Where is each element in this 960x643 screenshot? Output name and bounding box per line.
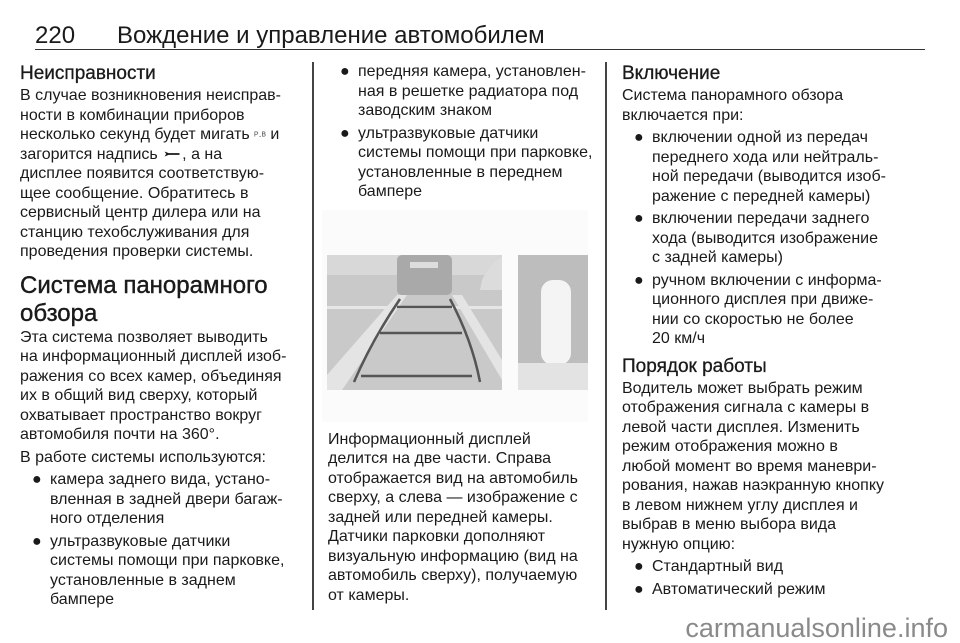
bullet: ● — [32, 471, 42, 488]
list-item-text: ультразвуковые датчики системы помощи при парковке, установленные в переднем бампере — [358, 124, 593, 200]
list-item — [328, 62, 598, 121]
list-item-text: Автоматический режим — [652, 580, 826, 598]
bullet: ● — [634, 558, 644, 575]
column-2 — [328, 62, 598, 608]
faults-text — [20, 86, 312, 262]
heading-activation: Включение — [622, 63, 721, 84]
bullet: ● — [634, 129, 644, 146]
camera-warning-icon: ᴾ·ᴮ — [254, 131, 266, 142]
column-3 — [622, 62, 952, 602]
bullet: ● — [634, 271, 644, 289]
watermark: carmanualsonline.info — [685, 613, 948, 643]
surround-view-illustration — [322, 210, 588, 422]
bullet: ● — [32, 532, 42, 550]
column-divider — [312, 62, 314, 610]
list-item-text: камера заднего вида, устано- вленная в задней двери багаж- ного отделения — [50, 471, 283, 527]
list-item-text: ультразвуковые датчики системы помощи при парковке, установленные в заднем бампере — [50, 532, 285, 608]
page-number: 220 — [35, 22, 76, 49]
bullet: ● — [340, 63, 350, 80]
bullet: ● — [634, 210, 644, 227]
list-item-text: Стандартный вид — [652, 558, 784, 575]
list-item — [20, 532, 312, 610]
heading-surround-view: Система панорамного обзора — [20, 271, 268, 327]
chapter-title: Вождение и управление автомобилем — [117, 22, 545, 49]
page-header — [35, 22, 925, 50]
list-item-text: передняя камера, установлен- ная в решетке радиатора под заводским знаком — [358, 63, 586, 119]
list-item — [328, 124, 598, 202]
camera-view — [327, 255, 502, 390]
list-item — [622, 557, 952, 577]
list-item — [20, 470, 312, 529]
heading-operation: Порядок работы — [622, 355, 767, 377]
uses-text: В работе системы используются: — [20, 448, 266, 466]
faults-text-b: и загорится надпись — [20, 126, 280, 163]
faults-text-a: В случае возникновения неисправ- ности в комбинации приборов несколько секунд будет мигать — [20, 87, 281, 143]
list-item — [622, 209, 952, 268]
column-1 — [20, 62, 312, 613]
wrench-icon — [162, 146, 182, 163]
list-item — [622, 271, 952, 349]
bullet: ● — [634, 580, 644, 598]
bullet: ● — [340, 124, 350, 142]
faults-text-c: , а на дисплее появится соответствую- щее сообщение. Обратитесь в сервисный центр дилера или на станцию техобслуживания для проведения проверки системы. — [20, 145, 265, 260]
operation-text: Водитель может выбрать режим отображения сигнала с камеры в левой части дисплея. Изменить режим отображения можно в любой момент во время маневри- рования, нажав наэкранную кнопку в левом нижнем углу дисплея и выбрав в меню выбора вида нужную опцию: — [622, 379, 885, 553]
display-text: Информационный дисплей делится на две части. Справа отображается вид на автомобиль сверху, а слева — изображение с задней или передней камеры. Датчики парковки дополняют визуальную информацию (вид на автомобиль сверху), получаемую от камеры. — [328, 430, 578, 604]
top-view — [518, 255, 588, 390]
list-item-text: ручном включении с информа- ционного дисплея при движе- нии со скоростью не более 20 км/ч — [652, 271, 882, 347]
list-item — [622, 128, 952, 206]
list-item — [622, 580, 952, 600]
list-item-text: включении одной из передач переднего хода или нейтраль- ной передачи (выводится изоб- ражение с передней камеры) — [652, 129, 886, 205]
list-item-text: включении передачи заднего хода (выводится изображение с задней камеры) — [652, 210, 878, 266]
column-divider — [605, 62, 607, 610]
heading-faults: Неисправности — [20, 63, 156, 84]
activation-text: Система панорамного обзора включается при: — [622, 87, 844, 124]
system-text: Эта система позволяет выводить на информационный дисплей изоб- ражения со всех камер, объединяя их в общий вид сверху, который охватывает пространство вокруг автомобиля почти на 360°. — [20, 328, 287, 443]
